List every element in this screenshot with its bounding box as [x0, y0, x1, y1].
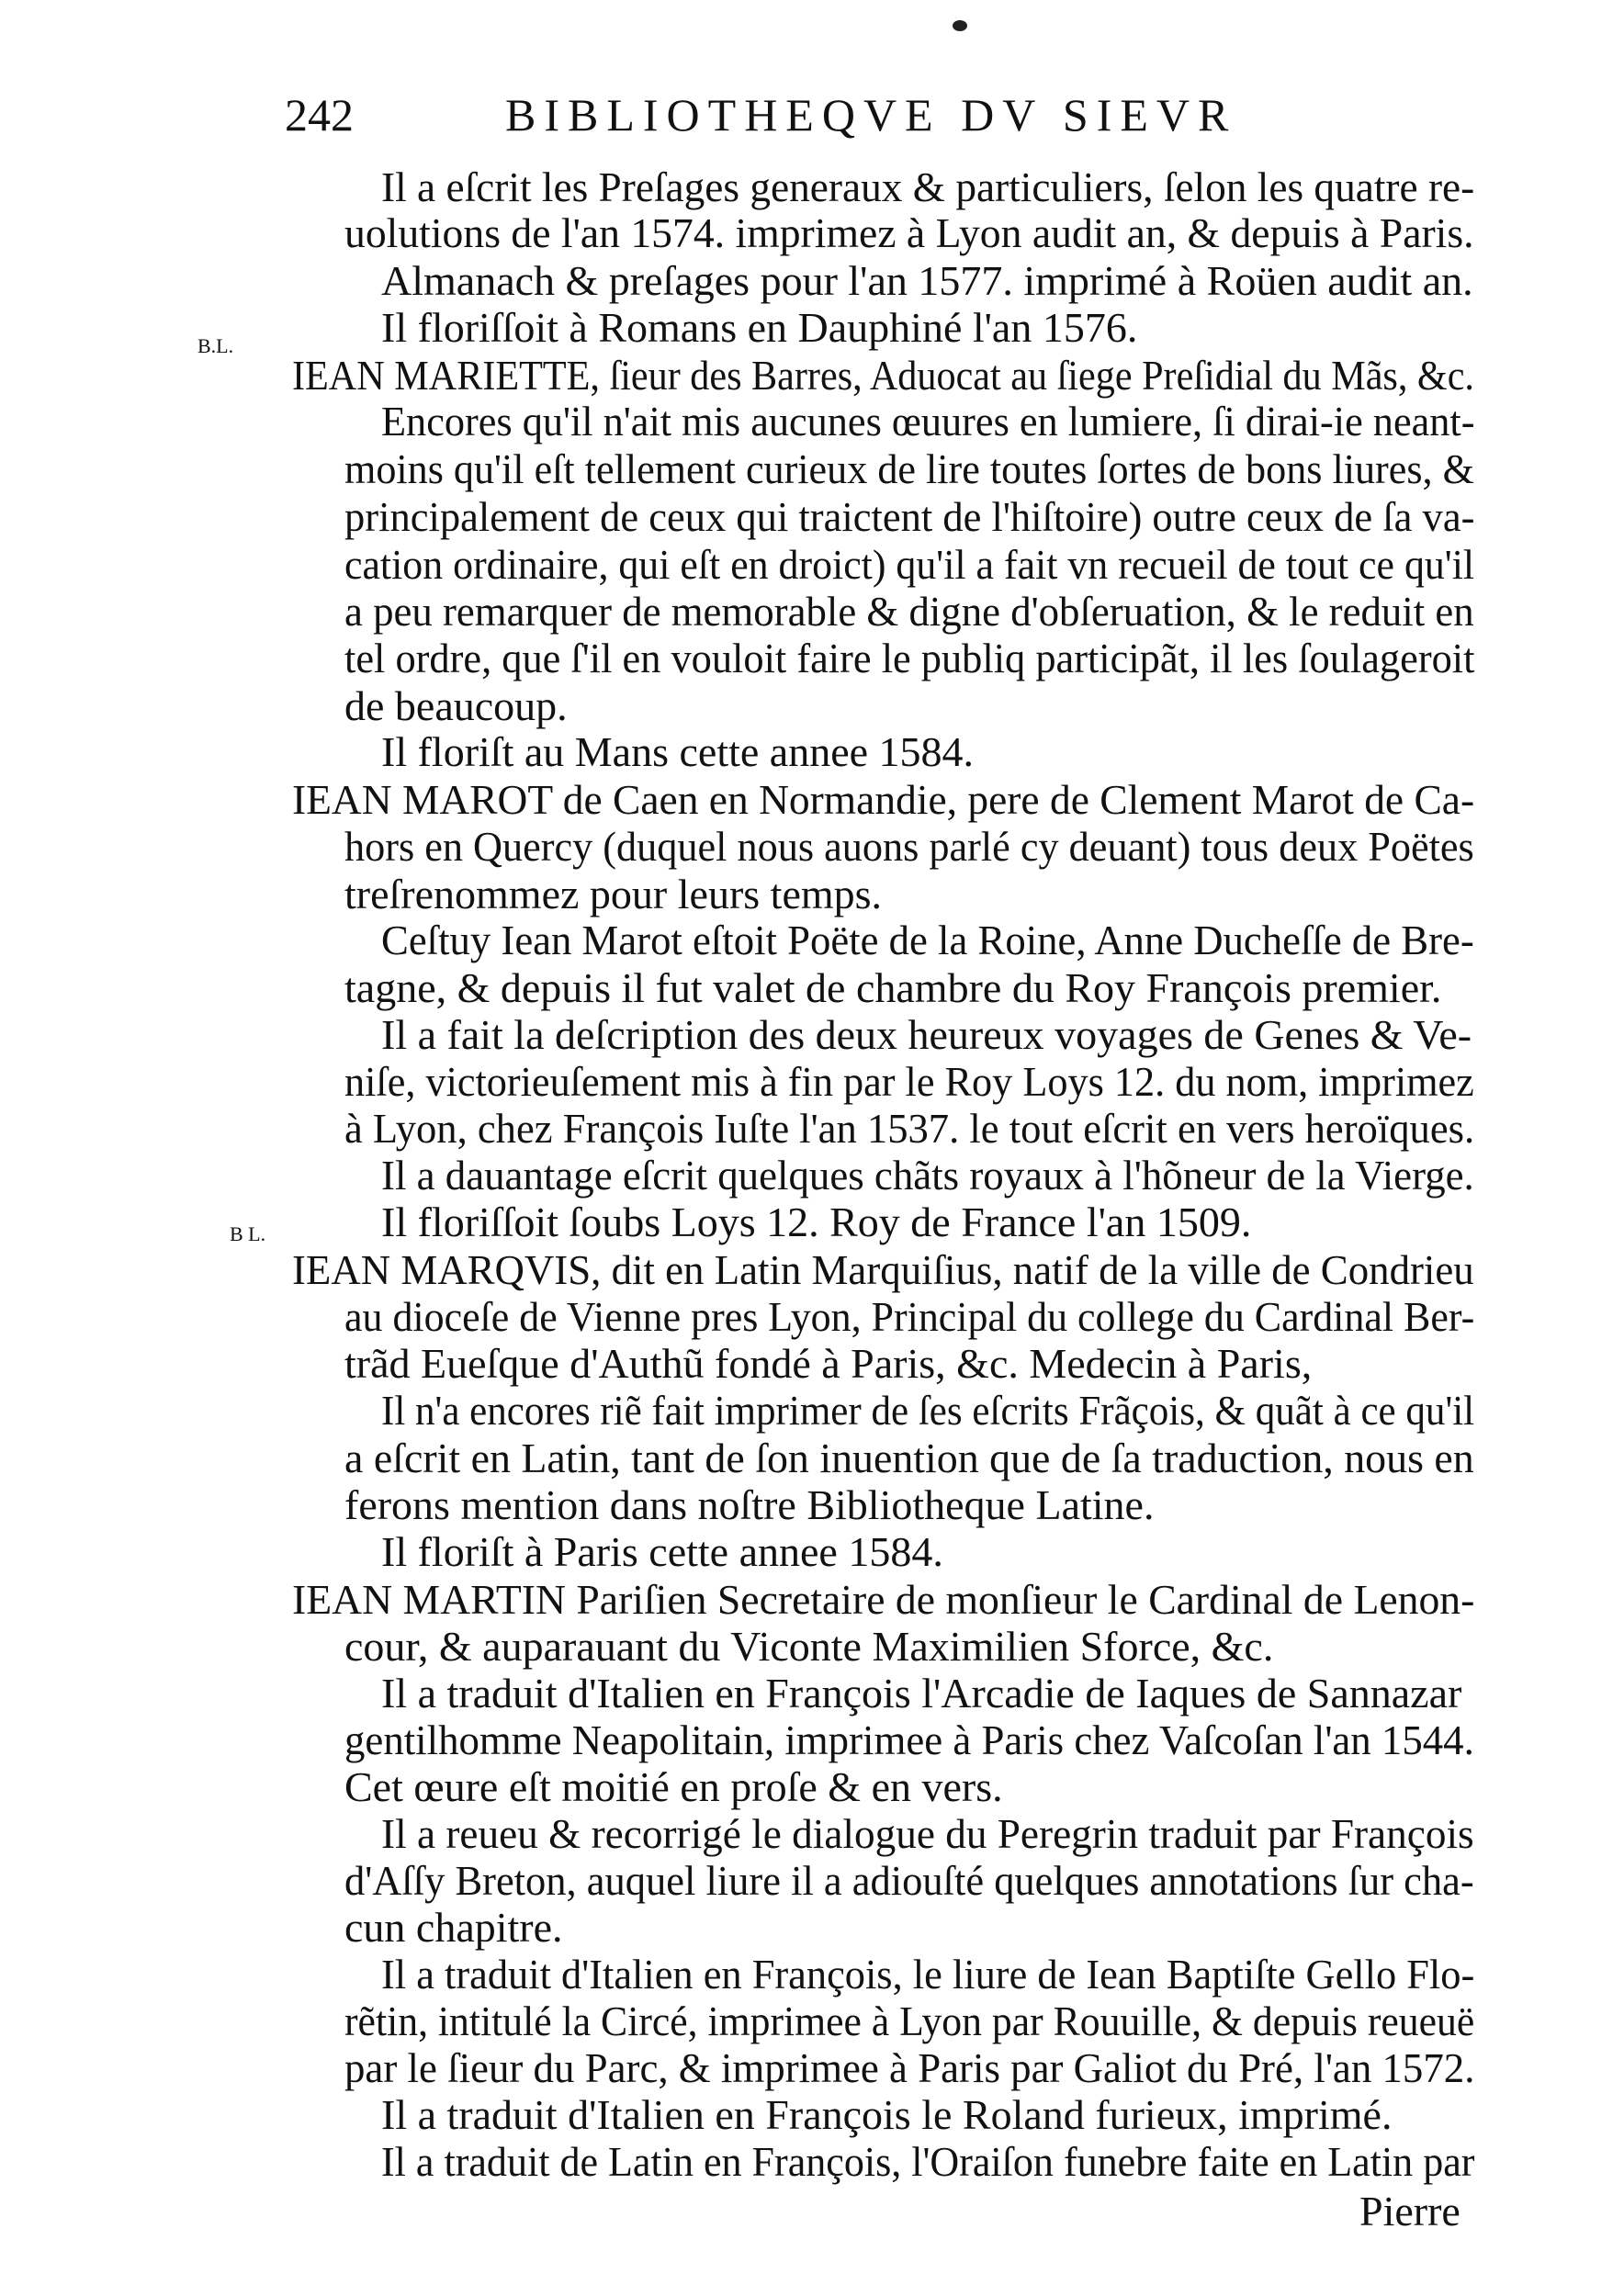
- ink-blot: [953, 20, 967, 31]
- text-line: cation ordinaire, qui eſt en droict) qu'il a fait vn recueil de tout ce qu'il: [344, 541, 1475, 588]
- catchword: Pierre: [1359, 2188, 1460, 2234]
- text-line: a eſcrit en Latin, tant de ſon inuention que de ſa traduction, nous en: [344, 1435, 1474, 1481]
- text-line: Il floriſt au Mans cette annee 1584.: [381, 728, 975, 775]
- text-line: Il n'a encores riẽ fait imprimer de ſes eſcrits Frãçois, & quãt à ce qu'il: [381, 1387, 1475, 1434]
- text-line: d'Aſſy Breton, auquel liure il a adiouſté quelques annotations ſur cha-: [344, 1857, 1474, 1904]
- text-line: Il a traduit d'Italien en François le Roland furieux, imprimé.: [381, 2091, 1393, 2138]
- page-number: 242: [285, 89, 354, 141]
- text-line: trãd Eueſque d'Authũ fondé à Paris, &c. Medecin à Paris,: [344, 1340, 1313, 1387]
- margin-note-mariette: B.L.: [197, 334, 234, 357]
- text-line: de beaucoup.: [344, 682, 568, 729]
- text-line: Il floriſſoit à Romans en Dauphiné l'an 1576.: [381, 304, 1138, 351]
- entry-heading-martin: IEAN MARTIN Pariſien Secretaire de monſieur le Cardinal de Lenon-: [292, 1576, 1475, 1623]
- text-line: Encores qu'il n'ait mis aucunes œuures en lumiere, ſi dirai-ie neant-: [381, 398, 1475, 445]
- text-line: Il a traduit d'Italien en François, le liure de Iean Baptiſte Gello Flo-: [381, 1951, 1475, 1998]
- text-line: cun chapitre.: [344, 1904, 563, 1951]
- text-line: Il floriſſoit ſoubs Loys 12. Roy de France l'an 1509.: [381, 1199, 1252, 1245]
- text-line: par le ſieur du Parc, & imprimee à Paris par Galiot du Pré, l'an 1572.: [344, 2044, 1475, 2091]
- text-line: Cet œure eſt moitié en proſe & en vers.: [344, 1763, 1003, 1810]
- margin-note-marquis: B L.: [230, 1222, 266, 1245]
- text-line: Il floriſt à Paris cette annee 1584.: [381, 1528, 943, 1575]
- text-line: hors en Quercy (duquel nous auons parlé cy deuant) tous deux Poëtes: [344, 823, 1474, 870]
- text-line: Il a reueu & recorrigé le dialogue du Peregrin traduit par François: [381, 1810, 1474, 1857]
- text-line: principalement de ceux qui traictent de l'hiſtoire) outre ceux de ſa va-: [344, 493, 1475, 540]
- entry-heading-marot: IEAN MAROT de Caen en Normandie, pere de Clement Marot de Ca-: [292, 776, 1475, 823]
- text-line: niſe, victorieuſement mis à fin par le Roy Loys 12. du nom, imprimez: [344, 1058, 1474, 1105]
- text-line: tagne, & depuis il fut valet de chambre du Roy François premier.: [344, 964, 1442, 1011]
- running-title: BIBLIOTHEQVE DV SIEVR: [505, 89, 1237, 141]
- text-line: cour, & auparauant du Viconte Maximilien Sforce, &c.: [344, 1623, 1274, 1670]
- text-line: Il a eſcrit les Preſages generaux & particuliers, ſelon les quatre re-: [381, 163, 1475, 210]
- text-line: Il a traduit d'Italien en François l'Arcadie de Iaques de Sannazar: [381, 1670, 1462, 1716]
- text-line: Il a fait la deſcription des deux heureux voyages de Genes & Ve-: [381, 1011, 1472, 1058]
- text-line: Ceſtuy Iean Marot eſtoit Poëte de la Roine, Anne Ducheſſe de Bre-: [381, 917, 1474, 963]
- text-line: au dioceſe de Vienne pres Lyon, Principal du college du Cardinal Ber-: [344, 1293, 1475, 1340]
- text-line: moins qu'il eſt tellement curieux de lire toutes ſortes de bons liures, &: [344, 445, 1474, 492]
- text-line: à Lyon, chez François Iuſte l'an 1537. le tout eſcrit en vers heroïques.: [344, 1105, 1475, 1152]
- page-header: [285, 87, 1470, 142]
- text-line: a peu remarquer de memorable & digne d'obſeruation, & le reduit en: [344, 588, 1474, 635]
- text-line: treſrenommez pour leurs temps.: [344, 871, 883, 917]
- text-line: tel ordre, que ſ'il en vouloit faire le publiq participãt, il les ſoulageroit: [344, 635, 1475, 681]
- text-line: gentilhomme Neapolitain, imprimee à Paris chez Vaſcoſan l'an 1544.: [344, 1716, 1474, 1763]
- text-line: Il a dauantage eſcrit quelques chãts royaux à l'hõneur de la Vierge.: [381, 1152, 1474, 1199]
- text-line: rẽtin, intitulé la Circé, imprimee à Lyon par Rouuille, & depuis reueuë: [344, 1998, 1475, 2044]
- entry-heading-marquis: IEAN MARQVIS, dit en Latin Marquiſius, natif de la ville de Condrieu: [292, 1246, 1474, 1293]
- text-line: ferons mention dans noſtre Bibliotheque Latine.: [344, 1481, 1155, 1528]
- text-line: Almanach & preſages pour l'an 1577. imprimé à Roüen audit an.: [381, 257, 1473, 304]
- text-line: Il a traduit de Latin en François, l'Oraiſon funebre faite en Latin par: [381, 2138, 1475, 2185]
- entry-heading-mariette: IEAN MARIETTE, ſieur des Barres, Aduocat au ſiege Preſidial du Mãs, &c.: [292, 352, 1474, 399]
- text-line: uolutions de l'an 1574. imprimez à Lyon audit an, & depuis à Paris.: [344, 209, 1474, 256]
